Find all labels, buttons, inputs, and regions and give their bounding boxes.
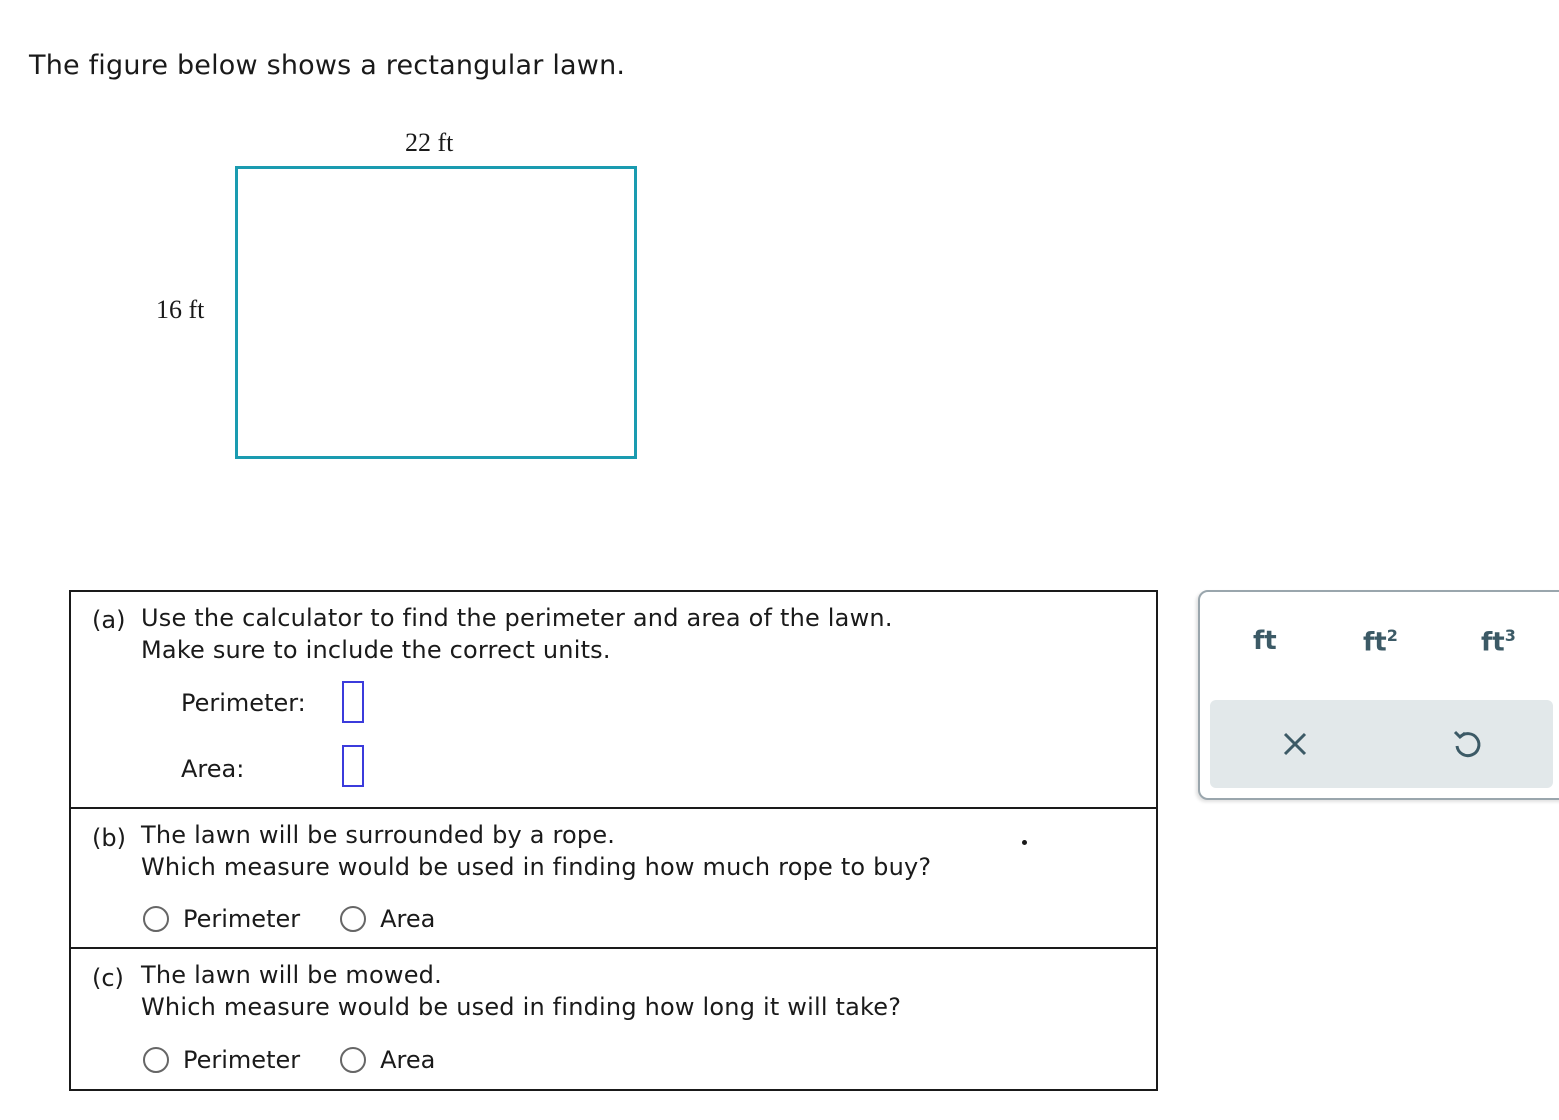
- unit-ft-button[interactable]: [1253, 626, 1277, 656]
- part-c-letter: (c): [92, 964, 124, 992]
- part-b-letter: (b): [92, 824, 126, 852]
- close-icon[interactable]: [1275, 724, 1315, 764]
- radio-button[interactable]: [143, 1047, 169, 1073]
- part-b-options: [143, 905, 475, 933]
- unit-ft2-base: ft: [1363, 627, 1387, 658]
- unit-ft2-button[interactable]: [1363, 626, 1398, 658]
- option-label: Area: [380, 905, 436, 933]
- undo-icon[interactable]: [1446, 724, 1486, 764]
- part-b-line2: Which measure would be used in finding how much rope to buy?: [141, 853, 932, 881]
- radio-button[interactable]: [340, 906, 366, 932]
- height-label: 16 ft: [156, 295, 205, 324]
- perimeter-label: Perimeter:: [181, 689, 306, 717]
- area-label: Area:: [181, 755, 245, 783]
- part-b-area-option[interactable]: [340, 905, 435, 933]
- unit-palette: [1198, 590, 1559, 800]
- unit-ft3-base: ft: [1481, 627, 1505, 658]
- part-c-line1: The lawn will be mowed.: [141, 961, 442, 989]
- option-label: Perimeter: [183, 1046, 301, 1074]
- problem-intro: The figure below shows a rectangular lawn.: [29, 50, 626, 81]
- lawn-rectangle: [235, 166, 637, 459]
- width-label: 22 ft: [405, 128, 454, 157]
- part-b-line1: The lawn will be surrounded by a rope.: [141, 821, 616, 849]
- radio-button[interactable]: [340, 1047, 366, 1073]
- perimeter-input[interactable]: [342, 681, 364, 723]
- part-c-section: [71, 949, 1156, 1089]
- unit-ft3-button[interactable]: [1481, 626, 1516, 658]
- action-bar: [1210, 700, 1553, 788]
- stray-dot: [1022, 840, 1027, 845]
- question-table: [69, 590, 1158, 1091]
- part-c-options: [143, 1046, 475, 1074]
- option-label: Perimeter: [183, 905, 301, 933]
- unit-ft3-exp: 3: [1504, 626, 1516, 645]
- option-label: Area: [380, 1046, 436, 1074]
- part-c-line2: Which measure would be used in finding how long it will take?: [141, 993, 902, 1021]
- part-c-perimeter-option[interactable]: [143, 1046, 300, 1074]
- radio-button[interactable]: [143, 906, 169, 932]
- unit-ft-label: ft: [1253, 626, 1277, 656]
- unit-ft2-exp: 2: [1386, 626, 1398, 645]
- part-c-area-option[interactable]: [340, 1046, 435, 1074]
- part-b-section: [71, 809, 1156, 949]
- area-input[interactable]: [342, 745, 364, 787]
- part-a-letter: (a): [92, 606, 126, 634]
- part-a-line1: Use the calculator to find the perimeter and area of the lawn.: [141, 604, 893, 632]
- part-b-perimeter-option[interactable]: [143, 905, 300, 933]
- part-a-section: [71, 592, 1156, 809]
- part-a-line2: Make sure to include the correct units.: [141, 636, 611, 664]
